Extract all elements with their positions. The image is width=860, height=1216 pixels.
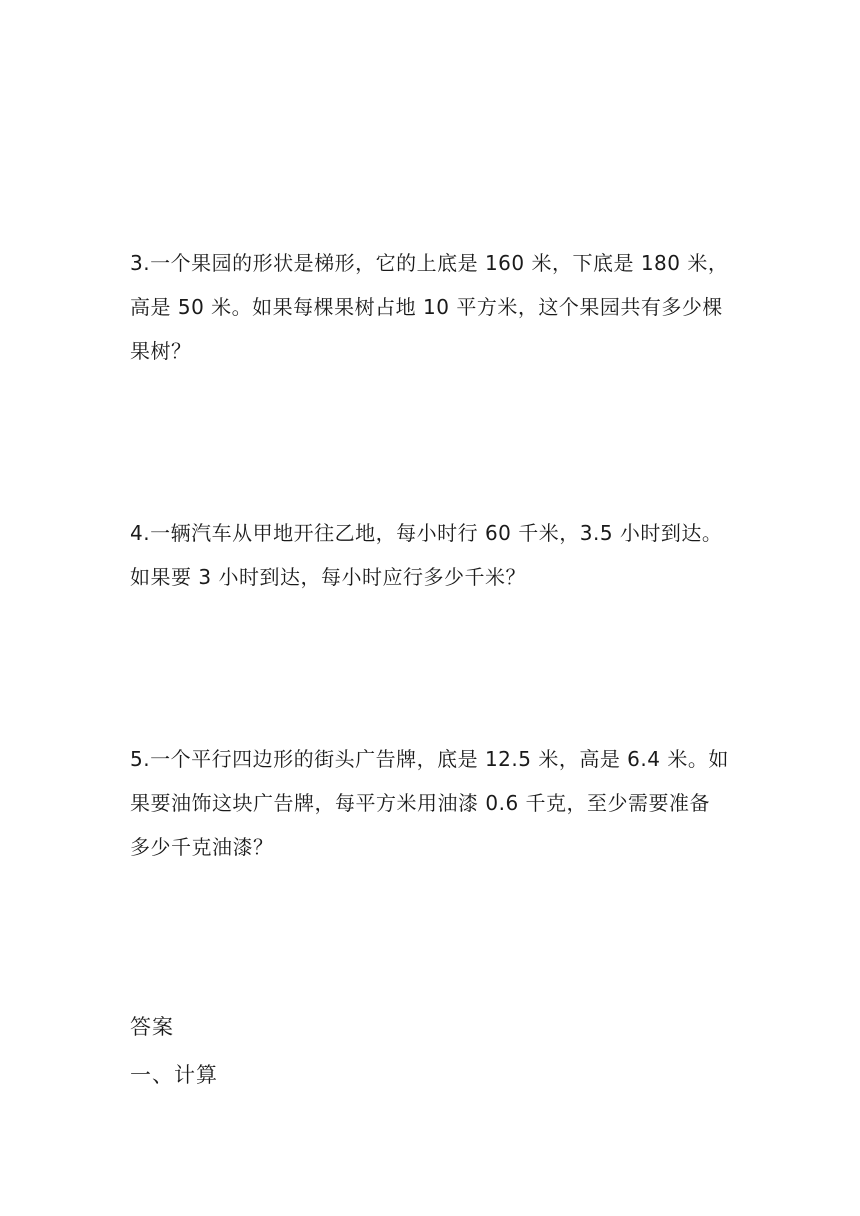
problem-5-line-3: 多少千克油漆？ bbox=[130, 835, 274, 859]
problem-5-line-2: 果要油饰这块广告牌，每平方米用油漆 0.6 千克，至少需要准备 bbox=[130, 791, 711, 815]
problem-3-line-3: 果树？ bbox=[130, 339, 192, 363]
problem-5-line-1: 5.一个平行四边形的街头广告牌，底是 12.5 米，高是 6.4 米。如 bbox=[130, 747, 729, 771]
word-problem-4 bbox=[130, 511, 740, 599]
word-problem-3 bbox=[130, 241, 740, 373]
section-heading-calculation: 一、计算 bbox=[130, 1063, 218, 1087]
answers-heading: 答案 bbox=[130, 1015, 174, 1039]
problem-3-line-2: 高是 50 米。如果每棵果树占地 10 平方米，这个果园共有多少棵 bbox=[130, 295, 723, 319]
word-problem-5 bbox=[130, 737, 740, 869]
problem-3-line-1: 3.一个果园的形状是梯形，它的上底是 160 米，下底是 180 米， bbox=[130, 251, 729, 275]
problem-4-line-1: 4.一辆汽车从甲地开往乙地，每小时行 60 千米，3.5 小时到达。 bbox=[130, 521, 723, 545]
problem-4-line-2: 如果要 3 小时到达，每小时应行多少千米？ bbox=[130, 565, 526, 589]
